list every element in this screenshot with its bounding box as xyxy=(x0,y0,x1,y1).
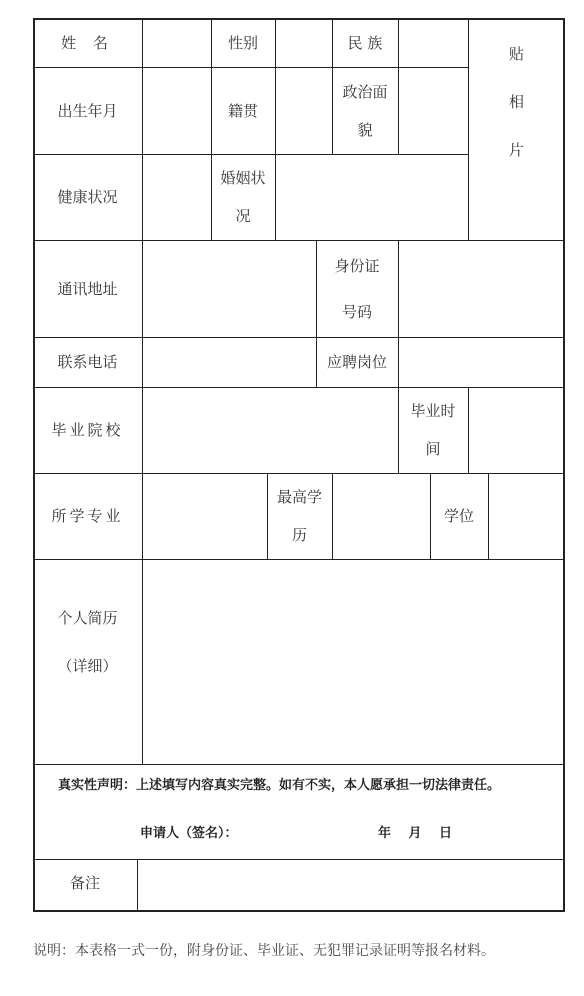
phone-label: 联系电话 xyxy=(57,353,118,371)
id-number-label: 身份证 号码 xyxy=(334,256,380,321)
political-label: 政治面 貌 xyxy=(342,82,388,139)
name-field[interactable] xyxy=(142,18,211,67)
degree-field[interactable] xyxy=(488,473,565,559)
resume-label: 个人简历 （详细） xyxy=(57,609,118,675)
footnote: 说明：本表格一式一份，附身份证、毕业证、无犯罪记录证明等报名材料。 xyxy=(33,943,495,959)
grad-time-label: 毕业时 间 xyxy=(410,402,456,458)
native-place-field[interactable] xyxy=(275,67,332,154)
id-number-field[interactable] xyxy=(398,240,565,337)
remarks-field[interactable] xyxy=(137,859,565,912)
name-label: 姓 名 xyxy=(61,33,114,52)
gender-field[interactable] xyxy=(275,18,332,67)
school-field[interactable] xyxy=(142,387,398,473)
health-label: 健康状况 xyxy=(57,188,118,206)
grad-time-field[interactable] xyxy=(468,387,565,473)
marital-field[interactable] xyxy=(275,154,468,240)
political-field[interactable] xyxy=(398,67,468,154)
ethnicity-label: 民 族 xyxy=(347,33,383,52)
date-label: 年 月 日 xyxy=(378,826,453,841)
native-place-label: 籍贯 xyxy=(227,101,258,120)
health-field[interactable] xyxy=(142,154,211,240)
applicant-signature-label: 申请人（签名）： xyxy=(140,826,238,841)
major-label: 所学专业 xyxy=(51,507,124,525)
birth-field[interactable] xyxy=(142,67,211,154)
resume-field[interactable] xyxy=(142,559,565,764)
declaration-text: 真实性声明：上述填写内容真实完整。如有不实，本人愿承担一切法律责任。 xyxy=(58,778,501,793)
address-field[interactable] xyxy=(142,240,316,337)
major-field[interactable] xyxy=(142,473,267,559)
photo-placeholder[interactable]: 贴 相 片 xyxy=(508,45,524,159)
position-label: 应聘岗位 xyxy=(326,353,387,371)
address-label: 通讯地址 xyxy=(57,279,118,298)
row-line xyxy=(33,764,565,765)
ethnicity-field[interactable] xyxy=(398,18,468,67)
remarks-label: 备注 xyxy=(69,873,100,892)
gender-label: 性别 xyxy=(227,33,258,52)
school-label: 毕业院校 xyxy=(51,421,124,439)
position-field[interactable] xyxy=(398,337,565,387)
education-label: 最高学 历 xyxy=(276,488,322,544)
phone-field[interactable] xyxy=(142,337,316,387)
birth-label: 出生年月 xyxy=(57,101,118,120)
degree-label: 学位 xyxy=(443,507,474,525)
marital-label: 婚姻状 况 xyxy=(220,169,266,225)
education-field[interactable] xyxy=(332,473,430,559)
